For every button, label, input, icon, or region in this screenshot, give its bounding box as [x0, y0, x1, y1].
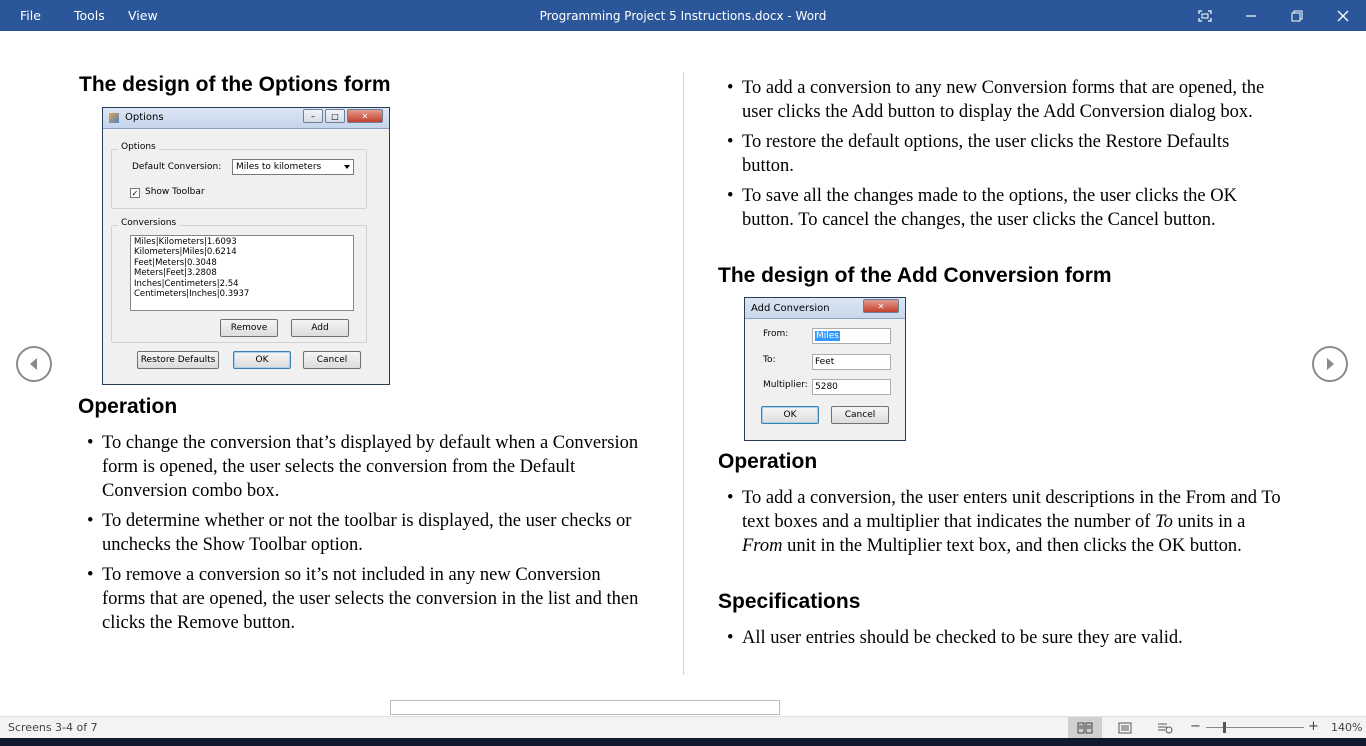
from-label: From:	[763, 329, 789, 339]
default-conversion-value: Miles to kilometers	[236, 162, 322, 172]
to-textbox	[812, 354, 891, 370]
dialog-close-icon: ✕	[347, 109, 383, 123]
zoom-slider-thumb[interactable]	[1223, 722, 1226, 733]
list-item: Meters|Feet|3.2808	[134, 268, 217, 279]
dialog-close-icon: ✕	[863, 299, 899, 313]
close-icon	[1337, 10, 1349, 22]
list-item: Miles|Kilometers|1.6093	[134, 237, 237, 247]
multiplier-label: Multiplier:	[763, 380, 808, 390]
add-dialog-title: Add Conversion	[751, 303, 830, 314]
status-bar	[0, 716, 1366, 739]
dialog-maximize-icon: □	[325, 109, 345, 123]
options-group	[111, 142, 367, 209]
chevron-down-icon	[344, 165, 350, 169]
cancel-button: Cancel	[303, 351, 361, 369]
horizontal-scrollbar[interactable]	[390, 700, 780, 715]
page-indicator[interactable]: Screens 3-4 of 7	[8, 721, 98, 734]
show-toolbar-checkbox: ✓	[131, 189, 139, 198]
chevron-right-icon	[1324, 357, 1336, 371]
app-icon	[109, 113, 119, 123]
list-item: Centimeters|Inches|0.3937	[134, 289, 250, 300]
menu-tools[interactable]: Tools	[74, 8, 105, 23]
menu-view[interactable]: View	[128, 8, 158, 23]
remove-button: Remove	[220, 319, 278, 337]
from-value: Miles	[816, 331, 839, 341]
focus-icon	[1198, 10, 1212, 22]
heading-specifications: Specifications	[718, 590, 861, 613]
minimize-button[interactable]	[1228, 0, 1274, 31]
operation-list-left	[78, 431, 648, 641]
focus-mode-button[interactable]	[1182, 0, 1228, 31]
previous-screen-button[interactable]	[16, 346, 52, 382]
conversions-group-label: Conversions	[118, 218, 179, 228]
to-value: Feet	[815, 357, 835, 367]
heading-operation-left: Operation	[78, 395, 178, 418]
title-bar	[0, 0, 1366, 31]
options-dialog-image	[102, 107, 390, 385]
next-screen-button[interactable]	[1312, 346, 1348, 382]
add-ok-button: OK	[761, 406, 819, 424]
restore-icon	[1291, 10, 1303, 22]
list-item: • To save all the changes made to the options, the user clicks the OK button. To cancel the changes, the user clicks the Cancel button.	[727, 186, 1237, 230]
list-item: • All user entries should be checked to be sure they are valid.	[727, 628, 1183, 648]
print-layout-icon	[1118, 722, 1132, 734]
add-cancel-button: Cancel	[831, 406, 889, 424]
conversions-list	[130, 235, 354, 311]
operation-list-right	[718, 486, 1284, 564]
list-item: Inches|Centimeters|2.54	[134, 278, 239, 289]
ok-button: OK	[233, 351, 291, 369]
chevron-left-icon	[28, 357, 40, 371]
zoom-in-icon[interactable]: +	[1308, 719, 1319, 734]
list-item: • To add a conversion, the user enters unit descriptions in the From and To text boxes and a multiplier that indicates the number of To units in a From unit in the Multiplier text box, and then clicks the OK button.	[727, 488, 1281, 556]
list-item: Kilometers|Miles|0.6214	[134, 247, 237, 258]
list-item: Feet|Meters|0.3048	[134, 257, 217, 268]
heading-options-design: The design of the Options form	[79, 73, 391, 96]
list-item: • To change the conversion that’s displayed by default when a Conversion form is opened, the user selects the conversion from the Default Conversion combo box.	[87, 433, 639, 501]
options-list-right	[718, 76, 1284, 238]
list-item: • To determine whether or not the toolbar is displayed, the user checks or unchecks the Show Toolbar option.	[87, 511, 632, 555]
close-button[interactable]	[1320, 0, 1366, 31]
page-divider	[683, 72, 684, 675]
menu-file[interactable]: File	[20, 8, 41, 23]
read-mode-button[interactable]	[1068, 717, 1102, 739]
print-layout-button[interactable]	[1108, 717, 1142, 739]
zoom-level[interactable]: 140%	[1331, 721, 1363, 734]
list-item: • To remove a conversion so it’s not included in any new Conversion forms that are opened, the user selects the conversion in the list and then clicks the Remove button.	[87, 565, 639, 633]
multiplier-value: 5280	[815, 382, 838, 392]
book-icon	[1077, 722, 1093, 734]
multiplier-textbox	[812, 379, 891, 395]
minimize-icon	[1245, 10, 1257, 22]
default-conversion-combo	[232, 159, 354, 175]
zoom-out-icon[interactable]: −	[1190, 719, 1201, 734]
dialog-minimize-icon: –	[303, 109, 323, 123]
default-conversion-label: Default Conversion:	[132, 162, 222, 172]
options-group-label: Options	[118, 142, 159, 152]
web-layout-button[interactable]	[1148, 717, 1182, 739]
zoom-slider[interactable]	[1206, 727, 1304, 728]
add-button: Add	[291, 319, 349, 337]
options-dialog-title: Options	[125, 112, 164, 123]
heading-operation-right: Operation	[718, 450, 818, 473]
options-dialog-caption	[103, 108, 389, 129]
show-toolbar-label: Show Toolbar	[145, 187, 205, 197]
specs-list	[718, 626, 1284, 656]
list-item: • To restore the default options, the user clicks the Restore Defaults button.	[727, 132, 1230, 176]
to-label: To:	[763, 355, 776, 365]
window-title: Programming Project 5 Instructions.docx - Word	[539, 9, 827, 23]
heading-add-conversion-design: The design of the Add Conversion form	[718, 264, 1112, 287]
list-item: • To add a conversion to any new Conversion forms that are opened, the user clicks the Add button to display the Add Conversion dialog box.	[727, 78, 1265, 122]
add-conversion-dialog-image	[744, 297, 906, 441]
add-dialog-caption	[745, 298, 905, 319]
restore-defaults-button: Restore Defaults	[137, 351, 219, 369]
restore-button[interactable]	[1274, 0, 1320, 31]
from-textbox	[812, 328, 891, 344]
web-layout-icon	[1157, 722, 1173, 734]
taskbar	[0, 738, 1366, 746]
